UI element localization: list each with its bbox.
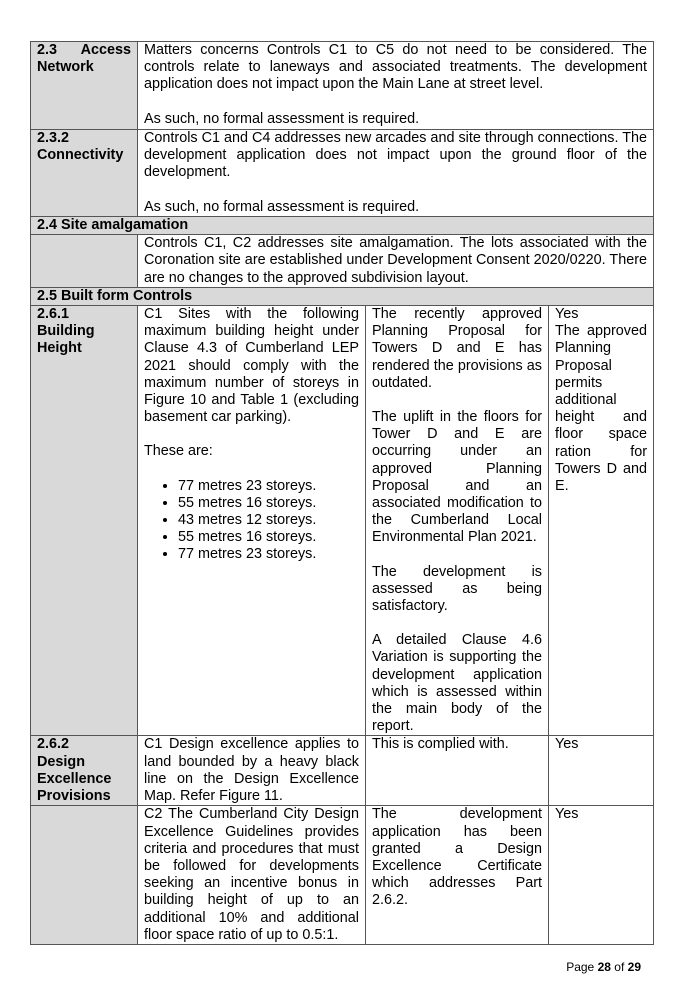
page-of-word: of bbox=[614, 960, 625, 974]
access-network-text bbox=[138, 42, 654, 130]
design-excellence-number: 2.6.2 bbox=[37, 736, 70, 753]
page-current: 28 bbox=[597, 960, 611, 974]
connectivity-para-1: Controls C1 and C4 addresses new arcades and site through connections. The development application does not impact upon the ground floor of the development. bbox=[144, 130, 648, 181]
design-excellence-c1-compliance: Yes bbox=[549, 736, 654, 806]
site-amalgamation-label-cell bbox=[31, 235, 138, 288]
design-excellence-c2-control: C2 The Cumberland City Design Excellence Guidelines provides criteria and procedures that must be followed for developments seeking an incentive bonus in building height of up to an additional 10% and additional floor space ratio of up to 0.5:1. bbox=[138, 806, 366, 945]
building-height-word-2: Height bbox=[37, 340, 82, 357]
building-height-control-text: C1 Sites with the following maximum building height under Clause 4.3 of Cumberland LEP 2021 should comply with the maximum number of storeys in Figure 10 and Table 1 (excluding basement car parking). bbox=[144, 306, 359, 426]
connectivity-label bbox=[31, 130, 138, 217]
row-site-amalgamation bbox=[31, 235, 654, 288]
building-height-word-1: Building bbox=[37, 323, 95, 340]
design-excellence-c1-control: C1 Design excellence applies to land bounded by a heavy black line on the Design Excellence Map. Refer Figure 11. bbox=[138, 736, 366, 806]
building-height-number: 2.6.1 bbox=[37, 306, 70, 323]
design-excellence-word-2: Excellence bbox=[37, 770, 112, 787]
building-height-list bbox=[144, 478, 359, 564]
building-height-comment bbox=[366, 306, 549, 736]
connectivity-text bbox=[138, 130, 654, 217]
list-item: • 77 metres 23 storeys. bbox=[178, 546, 359, 563]
building-height-these-are: These are: bbox=[144, 443, 213, 460]
building-height-control bbox=[138, 306, 366, 736]
row-connectivity bbox=[31, 130, 654, 217]
row-built-form-header bbox=[31, 287, 654, 305]
row-access-network bbox=[31, 42, 654, 130]
access-network-number: 2.3 bbox=[37, 42, 58, 58]
building-height-label bbox=[31, 306, 138, 736]
building-height-compliance-yes: Yes bbox=[555, 306, 579, 323]
list-item: • 55 metres 16 storeys. bbox=[178, 529, 359, 546]
row-building-height bbox=[31, 306, 654, 736]
list-item: • 43 metres 12 storeys. bbox=[178, 512, 359, 529]
page-footer bbox=[566, 960, 641, 974]
access-network-rest: Network bbox=[37, 59, 94, 76]
access-network-para-1: Matters concerns Controls C1 to C5 do not need to be considered. The controls relate to laneways and associated treatments. The development application does not impact upon the Main Lane at street level. bbox=[144, 42, 648, 93]
building-height-compliance-note: The approved Planning Proposal permits additional height and floor space ration for Towers D and E. bbox=[555, 323, 648, 495]
building-height-comment-3: The development is assessed as being satisfactory. bbox=[372, 563, 542, 615]
row-design-excellence-c2 bbox=[31, 806, 654, 945]
site-amalgamation-heading: 2.4 Site amalgamation bbox=[31, 217, 654, 235]
design-excellence-word-1: Design bbox=[37, 753, 85, 770]
design-excellence-c1-comment: This is complied with. bbox=[366, 736, 549, 806]
building-height-compliance bbox=[549, 306, 654, 736]
design-excellence-word-3: Provisions bbox=[37, 788, 111, 805]
row-design-excellence-c1 bbox=[31, 736, 654, 806]
access-network-word: Access bbox=[80, 42, 131, 58]
access-network-label bbox=[31, 42, 138, 130]
connectivity-para-2: As such, no formal assessment is required. bbox=[144, 198, 420, 215]
list-item: • 55 metres 16 storeys. bbox=[178, 495, 359, 512]
access-network-para-2: As such, no formal assessment is required. bbox=[144, 110, 420, 127]
list-item: • 77 metres 23 storeys. bbox=[178, 478, 359, 495]
connectivity-number: 2.3.2 bbox=[37, 130, 70, 146]
page-word: Page bbox=[566, 960, 595, 974]
site-amalgamation-text: Controls C1, C2 addresses site amalgamation. The lots associated with the Coronation site are established under Development Consent 2020/0220. There are no changes to the approved subdivision layout. bbox=[138, 235, 654, 288]
design-excellence-c2-label-cell bbox=[31, 806, 138, 945]
building-height-comment-1: The recently approved Planning Proposal for Towers D and E has rendered the provisions as outdated. bbox=[372, 306, 542, 391]
building-height-comment-2: The uplift in the floors for Tower D and E are occurring under an approved Planning Proposal and an associated modification to the Cumberland Local Environmental Plan 2021. bbox=[372, 409, 542, 546]
built-form-heading: 2.5 Built form Controls bbox=[31, 287, 654, 305]
connectivity-word: Connectivity bbox=[37, 147, 124, 164]
design-excellence-c2-comment: The development application has been granted a Design Excellence Certificate which addresses Part 2.6.2. bbox=[366, 806, 549, 945]
design-excellence-c2-compliance: Yes bbox=[549, 806, 654, 945]
page-total: 29 bbox=[627, 960, 641, 974]
building-height-comment-4: A detailed Clause 4.6 Variation is supporting the development application which is assessed within the main body of the report. bbox=[372, 632, 542, 735]
design-excellence-label bbox=[31, 736, 138, 806]
row-site-amalgamation-header bbox=[31, 217, 654, 235]
assessment-table bbox=[30, 41, 654, 945]
